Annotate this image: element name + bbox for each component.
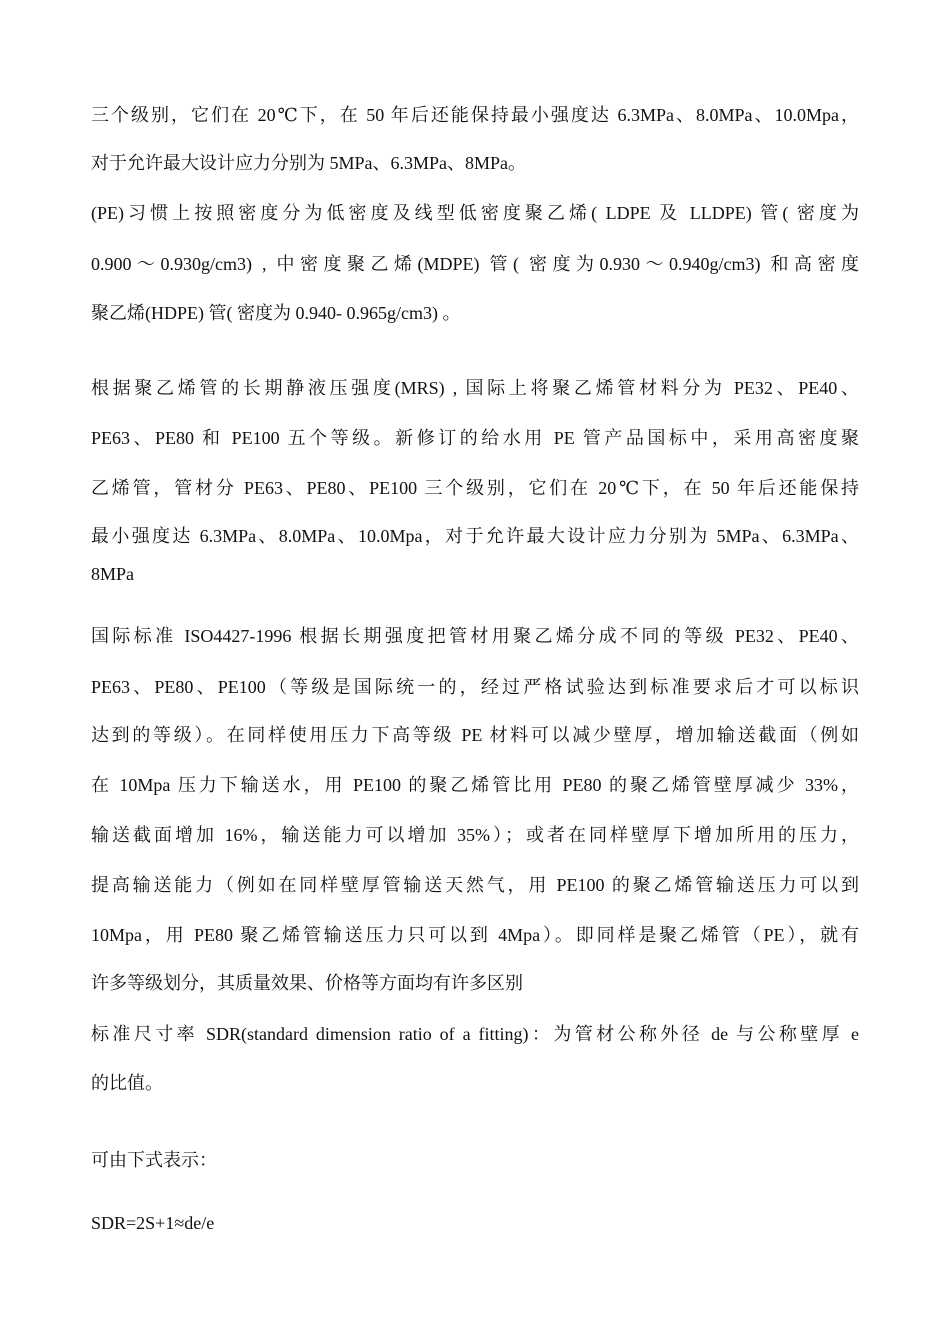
paragraph-3-line-2: PE63、PE80 和 PE100 五个等级。新修订的给水用 PE 管产品国标中，采用高密度聚 [91,428,859,448]
paragraph-4-line-6: 提高输送能力（例如在同样壁厚管输送天然气，用 PE100 的聚乙烯管输送压力可以到 [91,875,859,895]
paragraph-5-line-2: 的比值。 [91,1073,163,1093]
paragraph-4-line-1: 国际标准 ISO4427-1996 根据长期强度把管材用聚乙烯分成不同的等级 PE32、PE40、 [91,626,859,646]
paragraph-4-line-4: 在 10Mpa 压力下输送水，用 PE100 的聚乙烯管比用 PE80 的聚乙烯管壁厚减少 33%， [91,775,859,795]
paragraph-6-line-1: 可由下式表示： [91,1150,217,1170]
paragraph-5-line-1: 标准尺寸率 SDR(standard dimension ratio of a fitting)：为管材公称外径 de 与公称壁厚 e [91,1024,859,1044]
paragraph-4-line-2: PE63、PE80、PE100（等级是国际统一的，经过严格试验达到标准要求后才可以标识 [91,677,859,697]
paragraph-4-line-5: 输送截面增加 16%，输送能力可以增加 35%）；或者在同样壁厚下增加所用的压力， [91,825,859,845]
paragraph-2-line-1: (PE)习惯上按照密度分为低密度及线型低密度聚乙烯( LDPE 及 LLDPE) 管( 密度为 [91,203,859,223]
paragraph-2-line-3: 聚乙烯(HDPE) 管( 密度为 0.940- 0.965g/cm3) 。 [91,303,461,323]
paragraph-4-line-3: 达到的等级）。在同样使用压力下高等级 PE 材料可以减少壁厚，增加输送截面（例如 [91,725,859,745]
paragraph-2-line-2: 0.900～0.930g/cm3) , 中密度聚乙烯(MDPE) 管( 密度为0.930～0.940g/cm3) 和高密度 [91,254,859,274]
paragraph-3-line-3: 乙烯管，管材分 PE63、PE80、PE100 三个级别，它们在 20℃下，在 50 年后还能保持 [91,478,859,498]
paragraph-1-line-1: 三个级别，它们在 20℃下，在 50 年后还能保持最小强度达 6.3MPa、8.0MPa、10.0Mpa， [91,105,859,125]
paragraph-1-line-2: 对于允许最大设计应力分别为 5MPa、6.3MPa、8MPa。 [91,153,527,173]
formula-line: SDR=2S+1≈de/e [91,1213,215,1233]
paragraph-3-line-5: 8MPa [91,564,135,584]
paragraph-4-line-7: 10Mpa，用 PE80 聚乙烯管输送压力只可以到 4Mpa）。即同样是聚乙烯管（PE），就有 [91,925,859,945]
paragraph-3-line-4: 最小强度达 6.3MPa、8.0MPa、10.0Mpa，对于允许最大设计应力分别为 5MPa、6.3MPa、 [91,526,859,546]
paragraph-3-line-1: 根据聚乙烯管的长期静液压强度(MRS) , 国际上将聚乙烯管材料分为 PE32、PE40、 [91,378,859,398]
paragraph-4-line-8: 许多等级划分，其质量效果、价格等方面均有许多区别 [91,973,523,993]
